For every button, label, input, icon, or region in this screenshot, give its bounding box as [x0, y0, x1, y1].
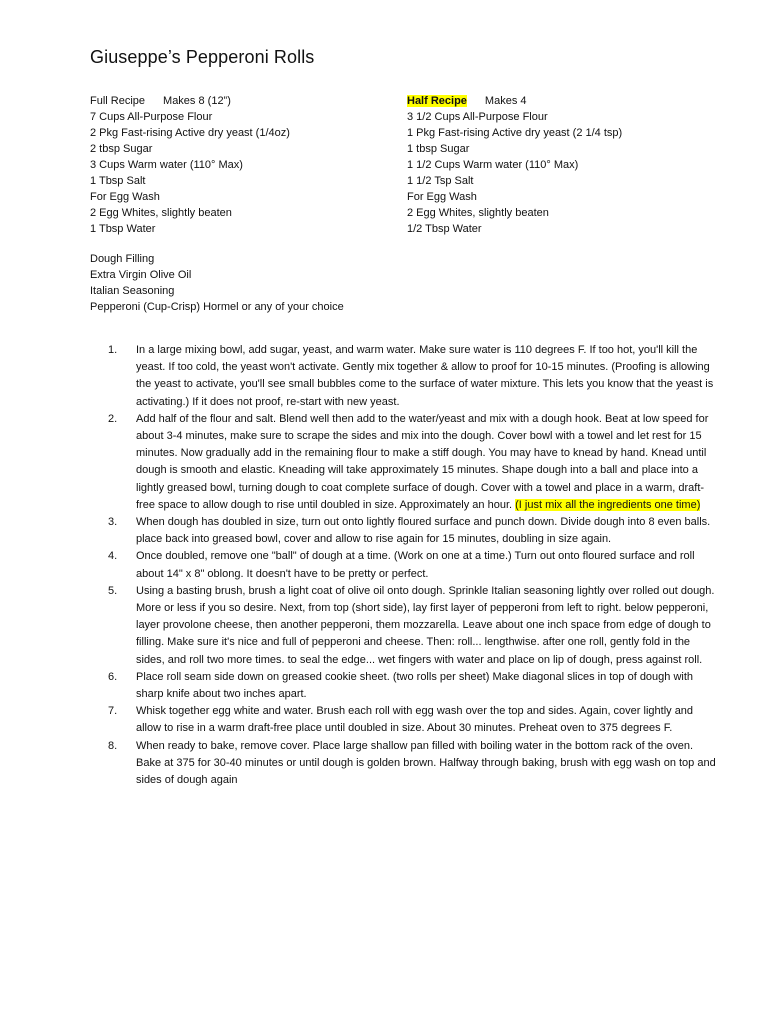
step-text: Add half of the flour and salt. Blend well then add to the water/yeast and mix with a dough hook. Beat at low speed for about 3-4 minutes, make sure to scrape the sides and mix into the dough. Cover bowl with a towel and let rest for 15 minutes. Now gradually add in the remaining flour to make a stiff dough. You may have to knead by hand. Knead until dough is smooth and elastic. Kneading will take approximately 15 minutes. Shape dough into a ball and place into a lightly greased bowl, turning dough to coat complete surface of dough. Cover with a towel and place in a warm, draft-free space to allow dough to rise until doubled in size. Approximately an hour. — [136, 412, 709, 511]
full-ingredient: 1 Tbsp Water — [90, 223, 156, 235]
full-recipe-label: Full Recipe — [90, 95, 146, 107]
step-text: Whisk together egg white and water. Brush each roll with egg wash over the top and sides. Again, cover lightly and allow to rise in a warm draft-free place until doubled in size. About 30 minutes. Preheat oven to 375 degrees F. — [136, 705, 694, 735]
half-ingredient: 3 1/2 Cups All-Purpose Flour — [407, 111, 548, 123]
instruction-step-5 — [136, 583, 716, 669]
full-ingredient: For Egg Wash — [90, 191, 160, 203]
instruction-step-6 — [136, 669, 716, 703]
full-ingredient: 1 Tbsp Salt — [90, 175, 146, 187]
step-text: Once doubled, remove one "ball" of dough at a time. (Work on one at a time.) Turn out onto floured surface and roll about 14" x 8" oblong. It doesn't have to be pretty or perfect. — [136, 550, 695, 580]
half-ingredient: 1/2 Tbsp Water — [407, 223, 482, 235]
instruction-step-7 — [136, 703, 716, 737]
half-ingredient: 1 1/2 Cups Warm water (110° Max) — [407, 159, 579, 171]
dough-filling-section — [90, 251, 344, 315]
half-ingredient: 2 Egg Whites, slightly beaten — [407, 207, 549, 219]
step-text: In a large mixing bowl, add sugar, yeast, and warm water. Make sure water is 110 degrees F. If too hot, you'll kill the yeast. If too cold, the yeast won't activate. Gently mix together & allow to proof for 10-15 minutes. (Proofing is allowing the yeast to activate, you'll see small bubbles come to the surface of water mixture. This lets you know that the yeast is activating.) If it does not proof, re-start with new yeast. — [136, 344, 714, 408]
half-ingredient: 1 1/2 Tsp Salt — [407, 175, 474, 187]
half-recipe-section — [407, 93, 622, 237]
step-text: Place roll seam side down on greased cookie sheet. (two rolls per sheet) Make diagonal slices in top of dough with sharp knife about two inches apart. — [136, 670, 694, 701]
full-recipe-section — [90, 93, 290, 237]
filling-item: Italian Seasoning — [90, 285, 175, 297]
full-ingredient: 3 Cups Warm water (110° Max) — [90, 159, 243, 171]
instruction-step-3 — [136, 514, 716, 548]
full-ingredient: 2 Egg Whites, slightly beaten — [90, 207, 232, 219]
step-text: When ready to bake, remove cover. Place large shallow pan filled with boiling water in the bottom rack of the oven. Bake at 375 for 30-40 minutes or until dough is golden brown. Halfway through baking, brush with egg wash on top and sides of dough again — [136, 739, 716, 787]
dough-filling-heading: Dough Filling — [90, 253, 155, 265]
full-ingredient: 2 tbsp Sugar — [90, 143, 153, 155]
instructions-list — [106, 342, 716, 789]
page-title: Giuseppe’s Pepperoni Rolls — [90, 47, 315, 67]
instruction-step-4 — [136, 548, 716, 582]
half-ingredient: 1 Pkg Fast-rising Active dry yeast (2 1/4 tsp) — [407, 127, 623, 139]
half-recipe-label: Half Recipe — [407, 95, 467, 107]
half-ingredient: For Egg Wash — [407, 191, 477, 203]
filling-item: Pepperoni (Cup-Crisp) Hormel or any of your choice — [90, 301, 344, 313]
instruction-step-8 — [136, 738, 716, 790]
step-text: Using a basting brush, brush a light coat of olive oil onto dough. Sprinkle Italian seasoning lightly over rolled out dough. More or less if you so desire. Next, from top (short side), lay first layer of pepperoni from left to right. below pepperoni, layer provolone cheese, then another pepperoni, them mozzarella. Leave about one inch space from edge of dough to filling. Make sure it's nice and full of pepperoni and cheese. Then: roll... lengthwise. after one roll, gently fold in the sides, and roll two more times. to seal the edge... wet fingers with water and place on lip of dough, press against roll. — [136, 584, 715, 666]
full-ingredient: 2 Pkg Fast-rising Active dry yeast (1/4oz) — [90, 127, 290, 139]
half-recipe-makes: Makes 4 — [484, 95, 527, 107]
instruction-step-1 — [136, 342, 716, 411]
half-ingredient: 1 tbsp Sugar — [407, 143, 470, 155]
full-ingredient: 7 Cups All-Purpose Flour — [90, 111, 213, 123]
filling-item: Extra Virgin Olive Oil — [90, 269, 192, 281]
half-recipe-header — [407, 93, 622, 109]
step-text: When dough has doubled in size, turn out onto lightly floured surface and punch down. Divide dough into 8 even balls. place back into greased bowl, cover and allow to rise again for 15 minutes, doubling in size again. — [136, 516, 711, 546]
full-recipe-header — [90, 93, 290, 109]
full-recipe-makes: Makes 8 (12”) — [163, 95, 231, 107]
highlighted-note: (I just mix all the ingredients one time) — [515, 498, 701, 511]
instruction-step-2 — [136, 411, 716, 514]
